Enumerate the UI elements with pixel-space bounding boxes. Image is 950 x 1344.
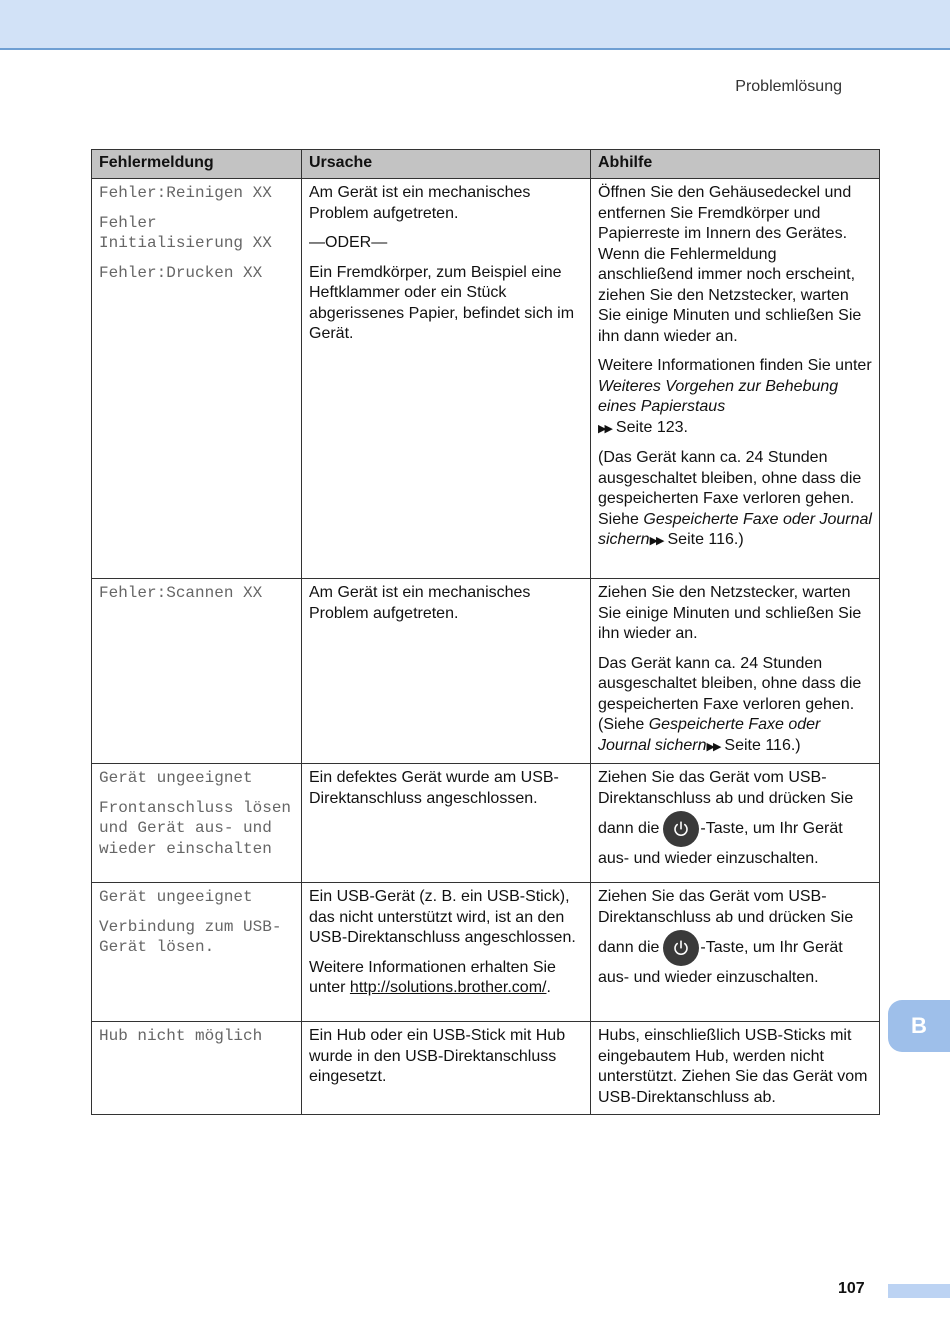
cause-text: Am Gerät ist ein mechanisches Problem aufgetreten. [309,584,531,622]
power-button-icon [663,811,699,847]
remedy-text: Ziehen Sie das Gerät vom USB-Direktanschluss ab und drücken Sie [598,888,854,926]
table-header-row [92,150,880,179]
reference-title: Weiteres Vorgehen zur Behebung eines Papierstaus [598,377,839,415]
error-message-table [91,149,880,1115]
cause-text: Ein USB-Gerät (z. B. ein USB-Stick), das nicht unterstützt wird, ist an den USB-Direktanschluss angeschlossen. [309,888,576,946]
remedy-text: aus- und wieder einzuschalten. [598,850,819,867]
remedy-text: Ziehen Sie das Gerät vom USB-Direktanschluss ab und drücken Sie [598,769,854,807]
error-message: Fehler:Scannen XX [99,584,263,602]
chapter-tab-label: B [911,1013,927,1038]
message-cell [92,883,302,1022]
cause-cell [302,883,591,1022]
cause-cell [302,764,591,883]
double-arrow-icon: ▶▶ [598,422,611,435]
remedy-reference: Weitere Informationen finden Sie unter Weiteres Vorgehen zur Behebung eines Papierstaus ▶▶ Seite 123. [598,357,872,436]
remedy-note: Das Gerät kann ca. 24 Stunden ausgeschaltet bleiben, ohne dass die gespeicherten Faxe verloren gehen. (Siehe Gespeicherte Faxe oder Journal sichern▶▶ Seite 116.) [598,654,862,754]
remedy-cell [591,579,880,764]
error-message: Frontanschluss lösen und Gerät aus- und wieder einschalten [99,798,292,858]
remedy-note: (Das Gerät kann ca. 24 Stunden ausgeschaltet bleiben, ohne dass die gespeicherten Faxe verloren gehen. Siehe Gespeicherte Faxe oder Journal sichern▶▶ Seite 116.) [598,449,872,548]
remedy-button-line: dann die -Taste, um Ihr Gerät [598,930,872,966]
remedy-cell [591,1022,880,1115]
remedy-text: Öffnen Sie den Gehäusedeckel und entfernen Sie Fremdkörper und Papierreste im Innern des Gerätes. Wenn die Fehlermeldung anschließend immer noch erscheint, ziehen Sie den Netzstecker, warten Sie einige Minuten und schließen Sie ihn dann wieder an. [598,184,862,345]
remedy-cell [591,764,880,883]
remedy-cell [591,883,880,1022]
table-row [92,883,880,1022]
footer-bar [888,1284,950,1298]
message-cell [92,1022,302,1115]
header-cause: Ursache [302,150,591,179]
power-button-icon [663,930,699,966]
reference-title: Gespeicherte Faxe oder Journal sichern [598,716,821,754]
cause-cell [302,1022,591,1115]
section-title: Problemlösung [735,78,842,95]
table-row [92,579,880,764]
cause-text: Ein Fremdkörper, zum Beispiel eine Heftklammer oder ein Stück abgerissenes Papier, befindet sich im Gerät. [309,263,575,342]
error-message: Verbindung zum USB-Gerät lösen. [99,917,282,956]
cause-text: Ein defektes Gerät wurde am USB-Direktanschluss angeschlossen. [309,769,559,807]
double-arrow-icon: ▶▶ [649,535,663,547]
error-message: Fehler:Reinigen XX [99,184,272,202]
message-cell [92,579,302,764]
table-row [92,1022,880,1115]
error-message: Fehler Initialisierung XX [99,213,272,252]
reference-title: Gespeicherte Faxe oder Journal sichern [598,510,872,548]
header-band [0,0,950,50]
cause-cell [302,579,591,764]
error-message: Gerät ungeeignet [99,888,253,906]
cause-text: Am Gerät ist ein mechanisches Problem aufgetreten. [309,184,531,222]
table-row [92,179,880,579]
message-cell [92,764,302,883]
cause-reference: Weitere Informationen erhalten Sie unter http://solutions.brother.com/. [309,958,556,996]
error-message: Gerät ungeeignet [99,769,253,787]
remedy-button-line: dann die -Taste, um Ihr Gerät [598,811,872,847]
double-arrow-icon: ▶▶ [706,740,720,753]
remedy-text: Ziehen Sie den Netzstecker, warten Sie einige Minuten und schließen Sie ihn wieder an. [598,584,862,642]
remedy-cell [591,179,880,579]
cause-cell [302,179,591,579]
error-message: Fehler:Drucken XX [99,263,263,282]
cause-text: Ein Hub oder ein USB-Stick mit Hub wurde in den USB-Direktanschluss eingesetzt. [309,1027,566,1085]
header-remedy: Abhilfe [591,150,880,179]
remedy-text: Hubs, einschließlich USB-Sticks mit eingebautem Hub, werden nicht unterstützt. Ziehen Sie das Gerät vom USB-Direktanschluss ab. [598,1027,868,1106]
table-row [92,764,880,883]
header-message: Fehlermeldung [92,150,302,179]
remedy-text: aus- und wieder einzuschalten. [598,969,819,986]
solutions-link[interactable]: http://solutions.brother.com/ [349,979,547,996]
chapter-tab [888,1000,950,1052]
cause-separator: —ODER— [309,234,388,251]
message-cell [92,179,302,579]
error-message: Hub nicht möglich [99,1027,263,1045]
page-number: 107 [838,1280,865,1297]
